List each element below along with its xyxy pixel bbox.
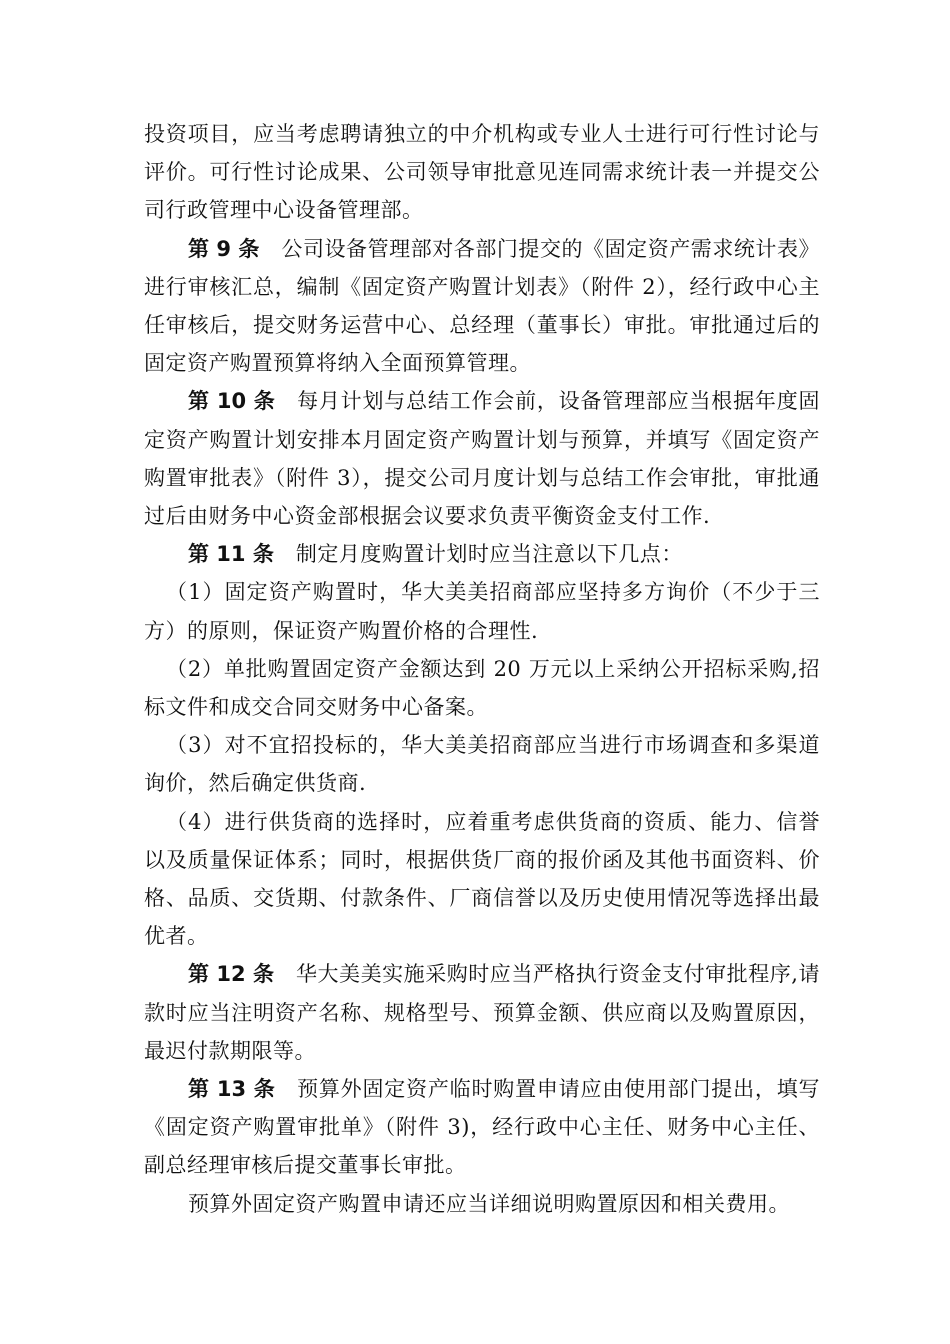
- article-text: 公司设备管理部对各部门提交的《固定资产需求统计表》进行审核汇总，编制《固定资产购置计划表》（附件 2），经行政中心主任审核后，提交财务运营中心、总经理（董事长）审批。审批通过后的固定资产购置预算将纳入全面预算管理。: [144, 236, 821, 376]
- article-12: [144, 955, 820, 1070]
- article-text: 华大美美实施采购时应当严格执行资金支付审批程序,请款时应当注明资产名称、规格型号、预算金额、供应商以及购置原因，最迟付款期限等。: [144, 962, 820, 1063]
- article-number: 第 9 条: [188, 236, 260, 261]
- list-item-1: [144, 573, 820, 649]
- article-text: 预算外固定资产临时购置申请应由使用部门提出，填写《固定资产购置审批单》（附件 3)，经行政中心主任、财务中心主任、副总经理审核后提交董事长审批。: [144, 1077, 820, 1178]
- article-10: [144, 382, 820, 535]
- article-number: 第 13 条: [188, 1077, 276, 1102]
- article-number: 第 10 条: [188, 389, 276, 414]
- list-item-text: （1）固定资产购置时，华大美美招商部应坚持多方询价（不少于三方）的原则，保证资产购置价格的合理性.: [144, 580, 820, 643]
- list-item-4: [144, 803, 820, 956]
- paragraph-continuation: [144, 115, 820, 230]
- article-9: [144, 230, 820, 383]
- closing-paragraph: [144, 1185, 820, 1223]
- paragraph-text: 投资项目，应当考虑聘请独立的中介机构或专业人士进行可行性讨论与评价。可行性讨论成果、公司领导审批意见连同需求统计表一并提交公司行政管理中心设备管理部。: [144, 122, 820, 223]
- paragraph-text: 预算外固定资产购置申请还应当详细说明购置原因和相关费用。: [188, 1191, 790, 1216]
- document-page: [144, 115, 820, 1223]
- list-item-text: （4）进行供货商的选择时，应着重考虑供货商的资质、能力、信誉以及质量保证体系；同时，根据供货厂商的报价函及其他书面资料、价格、品质、交货期、付款条件、厂商信誉以及历史使用情况等选择出最优者。: [144, 809, 820, 949]
- article-number: 第 11 条: [188, 542, 274, 567]
- list-item-3: [144, 726, 820, 802]
- article-text: 制定月度购置计划时应当注意以下几点：: [295, 542, 683, 567]
- article-number: 第 12 条: [188, 962, 274, 987]
- list-item-2: [144, 650, 820, 726]
- list-item-text: （3）对不宜招投标的，华大美美招商部应当进行市场调查和多渠道询价，然后确定供货商.: [144, 733, 820, 796]
- list-item-text: （2）单批购置固定资产金额达到 20 万元以上采纳公开招标采购,招标文件和成交合同交财务中心备案。: [144, 656, 820, 720]
- article-13: [144, 1070, 820, 1185]
- article-11: [144, 535, 820, 573]
- article-text: 每月计划与总结工作会前，设备管理部应当根据年度固定资产购置计划安排本月固定资产购置计划与预算，并填写《固定资产购置审批表》（附件 3），提交公司月度计划与总结工作会审批，审批通过后由财务中心资金部根据会议要求负责平衡资金支付工作.: [144, 389, 820, 529]
